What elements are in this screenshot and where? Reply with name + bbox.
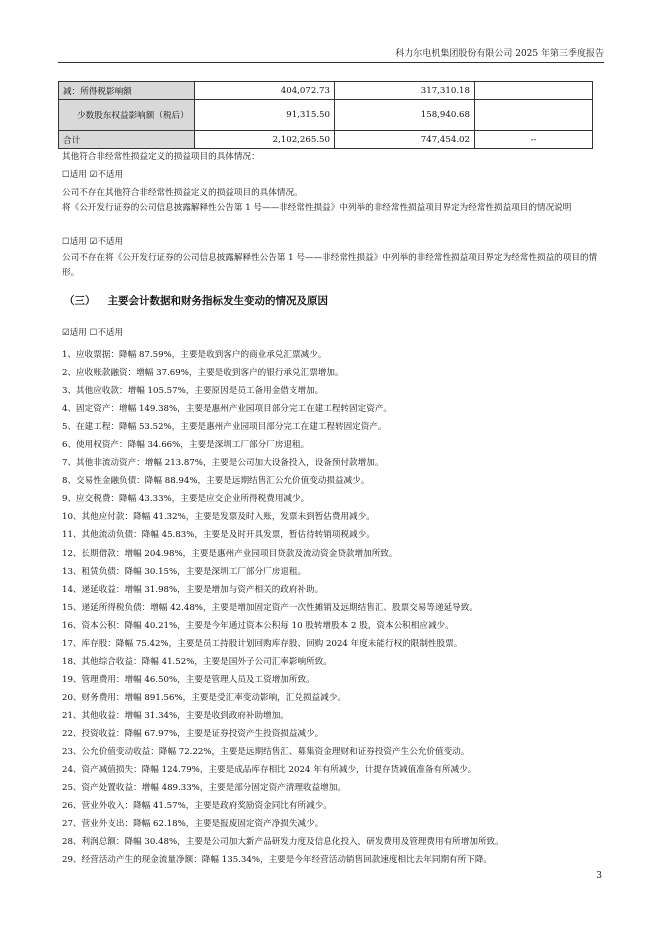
non-recurring-gains-table	[58, 81, 593, 149]
list-item: 26、营业外收入：降幅 41.57%，主要是政府奖励资金同比有所减少。	[62, 801, 332, 812]
list-item: 21、其他收益：增幅 31.34%，主要是收到政府补助增加。	[62, 710, 289, 721]
ytd-value: 317,310.18	[335, 82, 475, 100]
current-period-value: 91,315.50	[195, 100, 335, 131]
ytd-value: 747,454.02	[335, 131, 475, 149]
list-item: 19、管理费用：增幅 46.50%，主要是管理人员及工资增加所致。	[62, 674, 315, 685]
ytd-value: 158,940.68	[335, 100, 475, 131]
list-item: 28、利润总额：降幅 30.48%，主要是公司加大新产品研发力度及信息化投入，研发费用及管理费用有所增加所致。	[62, 837, 504, 848]
list-item: 10、其他应付款：降幅 41.32%，主要是发票及时入账，发票未到暂估费用减少。	[62, 512, 375, 523]
other-items-heading: 其他符合非经常性损益定义的损益项目的具体情况：	[62, 152, 260, 162]
list-item: 16、资本公积：降幅 40.21%，主要是今年通过资本公积每 10 股转增股本 2 股，资本公积相应减少。	[62, 620, 454, 631]
list-item: 14、递延收益：增幅 31.98%，主要是增加与资产相关的政府补助。	[62, 584, 324, 595]
row-label: 减：所得税影响额	[59, 82, 195, 100]
table-row	[59, 100, 593, 131]
classification-applicability: ☐适用 ☑不适用	[62, 237, 124, 247]
report-header	[58, 46, 604, 63]
other-items-statement: 公司不存在其他符合非经常性损益定义的损益项目的具体情况。	[62, 188, 303, 198]
classification-statement: 公司不存在将《公开发行证券的公司信息披露解释性公告第 1 号——非经常性损益》中列举的非经常性损益项目界定为经常性损益的项目的情形。	[62, 253, 598, 278]
table-row	[59, 82, 593, 100]
note-cell: --	[475, 131, 593, 149]
current-period-value: 2,102,265.50	[195, 131, 335, 149]
list-item: 24、资产减值损失：降幅 124.79%，主要是成品库存相比 2024 年有所减少，计提存货减值准备有所减少。	[62, 765, 477, 776]
note-cell	[475, 100, 593, 131]
list-item: 5、在建工程：降幅 53.52%，主要是惠州产业园项目部分完工在建工程转固定资产。	[62, 422, 387, 433]
list-item: 1、应收票据：降幅 87.59%，主要是收到客户的商业承兑汇票减少。	[62, 350, 327, 360]
row-label: 合计	[59, 131, 195, 149]
other-items-applicability: ☐适用 ☑不适用	[62, 170, 124, 180]
list-item: 9、应交税费：降幅 43.33%，主要是应交企业所得税费用减少。	[62, 494, 310, 505]
current-period-value: 404,072.73	[195, 82, 335, 100]
note-cell	[475, 82, 593, 100]
classification-heading: 将《公开发行证券的公司信息披露解释性公告第 1 号——非经常性损益》中列举的非经常性损益项目界定为经常性损益项目的情况说明	[62, 203, 572, 213]
list-item: 15、递延所得税负债：增幅 42.48%，主要是增加固定资产一次性摊销及远期结售汇、股票交易等递延导致。	[62, 602, 478, 613]
list-item: 4、固定资产：增幅 149.38%，主要是惠州产业园项目部分完工在建工程转固定资产。	[62, 404, 393, 415]
list-item: 22、投资收益：降幅 67.97%，主要是证券投资产生投资损益减少。	[62, 728, 324, 739]
list-item: 27、营业外支出：降幅 62.18%，主要是报废固定资产净损失减少。	[62, 819, 324, 830]
list-item: 18、其他综合收益：降幅 41.52%，主要是国外子公司汇率影响所致。	[62, 656, 332, 667]
list-item: 29、经营活动产生的现金流量净额：降幅 135.34%，主要是今年经营活动销售回款速度相比去年同期有所下降。	[62, 855, 493, 866]
list-item: 6、使用权资产：降幅 34.66%，主要是深圳工厂部分厂房退租。	[62, 440, 310, 451]
list-item: 8、交易性金融负债：降幅 88.94%，主要是远期结售汇公允价值变动损益减少。	[62, 476, 370, 487]
section-title	[64, 293, 328, 308]
section-applicability: ☑适用 ☐不适用	[62, 328, 124, 338]
list-item: 12、长期借款：增幅 204.98%，主要是惠州产业园项目贷款及流动资金贷款增加所致。	[62, 548, 398, 559]
section-number: （三）	[64, 295, 96, 307]
list-item: 20、财务费用：增幅 891.56%，主要是受汇率变动影响，汇兑损益减少。	[62, 692, 346, 703]
list-item: 2、应收账款融资：增幅 37.69%，主要是收到客户的银行承兑汇票增加。	[62, 368, 344, 379]
changes-list	[62, 346, 622, 869]
list-item: 25、资产处置收益：增幅 489.33%，主要是部分固定资产清理收益增加。	[62, 783, 346, 794]
page-number: 3	[596, 871, 602, 881]
report-header-title: 科力尔电机集团股份有限公司 2025 年第三季度报告	[395, 49, 604, 59]
list-item: 7、其他非流动资产：增幅 213.87%，主要是公司加大设备投入，设备预付款增加。	[62, 458, 384, 469]
table-row	[59, 131, 593, 149]
list-item: 17、库存股：降幅 75.42%，主要是员工持股计划回购库存股、回购 2024 年度未能行权的限制性股票。	[62, 638, 463, 649]
row-label: 少数股东权益影响额（税后）	[59, 100, 195, 131]
list-item: 11、其他流动负债：降幅 45.83%，主要是及时开具发票，暂估待转销项税减少。	[62, 530, 375, 541]
list-item: 3、其他应收款：增幅 105.57%，主要原因是员工备用金借支增加。	[62, 386, 324, 397]
section-title-text: 主要会计数据和财务指标发生变动的情况及原因	[107, 295, 328, 307]
list-item: 13、租赁负债：降幅 30.15%，主要是深圳工厂部分厂房退租。	[62, 566, 307, 577]
list-item: 23、公允价值变动收益：降幅 72.22%，主要是远期结售汇、募集资金理财和证券投资产生公允价值变动。	[62, 747, 470, 758]
